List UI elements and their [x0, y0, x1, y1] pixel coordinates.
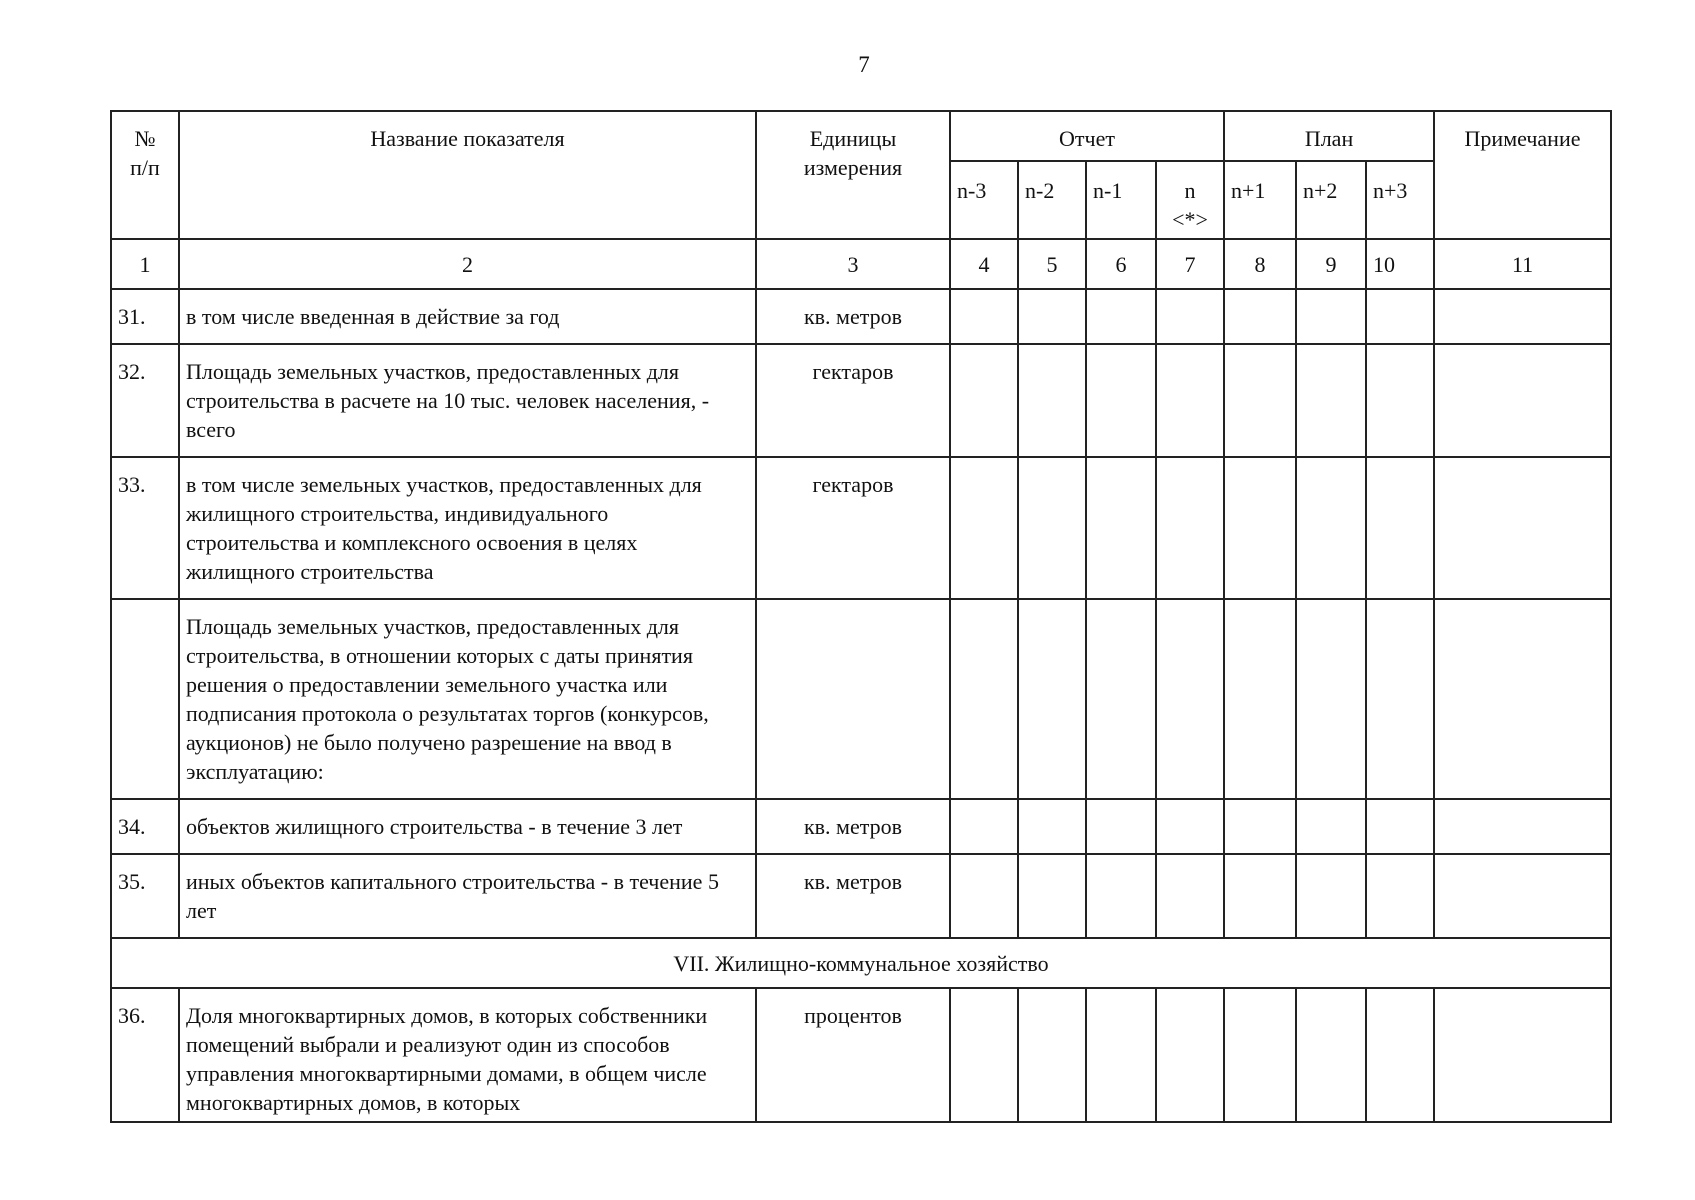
table-row: [111, 799, 1611, 854]
header-plan-col: n+2: [1296, 161, 1366, 239]
value-cell: [1296, 799, 1366, 854]
column-number: 5: [1018, 239, 1086, 289]
table-row: [111, 344, 1611, 457]
indicator-unit: кв. метров: [756, 289, 950, 344]
value-cell: [1156, 457, 1224, 599]
indicator-name: в том числе введенная в действие за год: [179, 289, 756, 344]
row-number: 33.: [111, 457, 179, 599]
value-cell: [1086, 599, 1156, 799]
value-cell: [950, 599, 1018, 799]
table-row: [111, 289, 1611, 344]
indicator-unit: гектаров: [756, 344, 950, 457]
indicator-name: в том числе земельных участков, предоставленных для жилищного строительства, индивидуального строительства и комплексного освоения в целях жилищного строительства: [179, 457, 756, 599]
value-cell: [1224, 599, 1296, 799]
column-number: 10: [1366, 239, 1434, 289]
indicator-name: Доля многоквартирных домов, в которых собственники помещений выбрали и реализуют один из способов управления многоквартирными домами, в общем числе многоквартирных домов, в которых: [179, 988, 756, 1122]
value-cell: [1296, 289, 1366, 344]
header-report-col: n-1: [1086, 161, 1156, 239]
indicator-name: Площадь земельных участков, предоставленных для строительства, в отношении которых с даты принятия решения о предоставлении земельного участка или подписания протокола о результатах торгов (конкурсов, аукционов) не было получено разрешение на ввод в эксплуатацию:: [179, 599, 756, 799]
indicator-unit: процентов: [756, 988, 950, 1122]
column-number-row: [111, 239, 1611, 289]
header-indicator-name: Название показателя: [179, 111, 756, 239]
value-cell: [1156, 344, 1224, 457]
value-cell: [1224, 289, 1296, 344]
value-cell: [1156, 289, 1224, 344]
indicator-name: Площадь земельных участков, предоставленных для строительства в расчете на 10 тыс. человек населения, - всего: [179, 344, 756, 457]
value-cell: [950, 289, 1018, 344]
column-number: 2: [179, 239, 756, 289]
column-number: 8: [1224, 239, 1296, 289]
indicator-name: объектов жилищного строительства - в течение 3 лет: [179, 799, 756, 854]
header-report-group: Отчет: [950, 111, 1224, 161]
value-cell: [1366, 457, 1434, 599]
row-number: 35.: [111, 854, 179, 938]
value-cell: [1018, 289, 1086, 344]
value-cell: [1086, 854, 1156, 938]
value-cell: [1086, 289, 1156, 344]
column-number: 4: [950, 239, 1018, 289]
value-cell: [1366, 799, 1434, 854]
header-report-col: n <*>: [1156, 161, 1224, 239]
value-cell: [1224, 799, 1296, 854]
value-cell: [1296, 457, 1366, 599]
value-cell: [950, 799, 1018, 854]
value-cell: [1086, 988, 1156, 1122]
value-cell: [1224, 854, 1296, 938]
value-cell: [1086, 457, 1156, 599]
value-cell: [1018, 799, 1086, 854]
table-row: [111, 599, 1611, 799]
note-cell: [1434, 599, 1611, 799]
column-number: 6: [1086, 239, 1156, 289]
value-cell: [1018, 599, 1086, 799]
value-cell: [1086, 344, 1156, 457]
column-number: 1: [111, 239, 179, 289]
value-cell: [1224, 344, 1296, 457]
indicator-name: иных объектов капитального строительства - в течение 5 лет: [179, 854, 756, 938]
value-cell: [1156, 988, 1224, 1122]
value-cell: [950, 988, 1018, 1122]
value-cell: [1018, 988, 1086, 1122]
column-number: 9: [1296, 239, 1366, 289]
value-cell: [1224, 988, 1296, 1122]
header-unit: Единицы измерения: [756, 111, 950, 239]
note-cell: [1434, 799, 1611, 854]
indicator-unit: кв. метров: [756, 854, 950, 938]
page-number: 7: [858, 52, 870, 77]
header-report-col: n-2: [1018, 161, 1086, 239]
row-number: 31.: [111, 289, 179, 344]
table-row: [111, 988, 1611, 1122]
header-number: № п/п: [111, 111, 179, 239]
value-cell: [1366, 599, 1434, 799]
column-number: 3: [756, 239, 950, 289]
section-row: [111, 938, 1611, 988]
value-cell: [1296, 344, 1366, 457]
value-cell: [1296, 854, 1366, 938]
value-cell: [1296, 599, 1366, 799]
value-cell: [1018, 344, 1086, 457]
header-plan-group: План: [1224, 111, 1434, 161]
table-row: [111, 854, 1611, 938]
value-cell: [1366, 854, 1434, 938]
row-number: 36.: [111, 988, 179, 1122]
indicator-unit: [756, 599, 950, 799]
value-cell: [1366, 289, 1434, 344]
indicator-unit: гектаров: [756, 457, 950, 599]
value-cell: [950, 854, 1018, 938]
header-report-col: n-3: [950, 161, 1018, 239]
indicators-table: [110, 110, 1612, 1123]
value-cell: [1366, 344, 1434, 457]
column-number: 11: [1434, 239, 1611, 289]
value-cell: [1156, 799, 1224, 854]
table-row: [111, 457, 1611, 599]
note-cell: [1434, 988, 1611, 1122]
note-cell: [1434, 457, 1611, 599]
header-plan-col: n+3: [1366, 161, 1434, 239]
value-cell: [950, 344, 1018, 457]
value-cell: [950, 457, 1018, 599]
column-number: 7: [1156, 239, 1224, 289]
header-plan-col: n+1: [1224, 161, 1296, 239]
note-cell: [1434, 344, 1611, 457]
section-title: VII. Жилищно-коммунальное хозяйство: [111, 938, 1611, 988]
value-cell: [1156, 854, 1224, 938]
value-cell: [1018, 854, 1086, 938]
value-cell: [1156, 599, 1224, 799]
value-cell: [1366, 988, 1434, 1122]
value-cell: [1224, 457, 1296, 599]
row-number: [111, 599, 179, 799]
value-cell: [1296, 988, 1366, 1122]
value-cell: [1086, 799, 1156, 854]
header-note: Примечание: [1434, 111, 1611, 239]
note-cell: [1434, 854, 1611, 938]
value-cell: [1018, 457, 1086, 599]
indicator-unit: кв. метров: [756, 799, 950, 854]
row-number: 32.: [111, 344, 179, 457]
note-cell: [1434, 289, 1611, 344]
row-number: 34.: [111, 799, 179, 854]
